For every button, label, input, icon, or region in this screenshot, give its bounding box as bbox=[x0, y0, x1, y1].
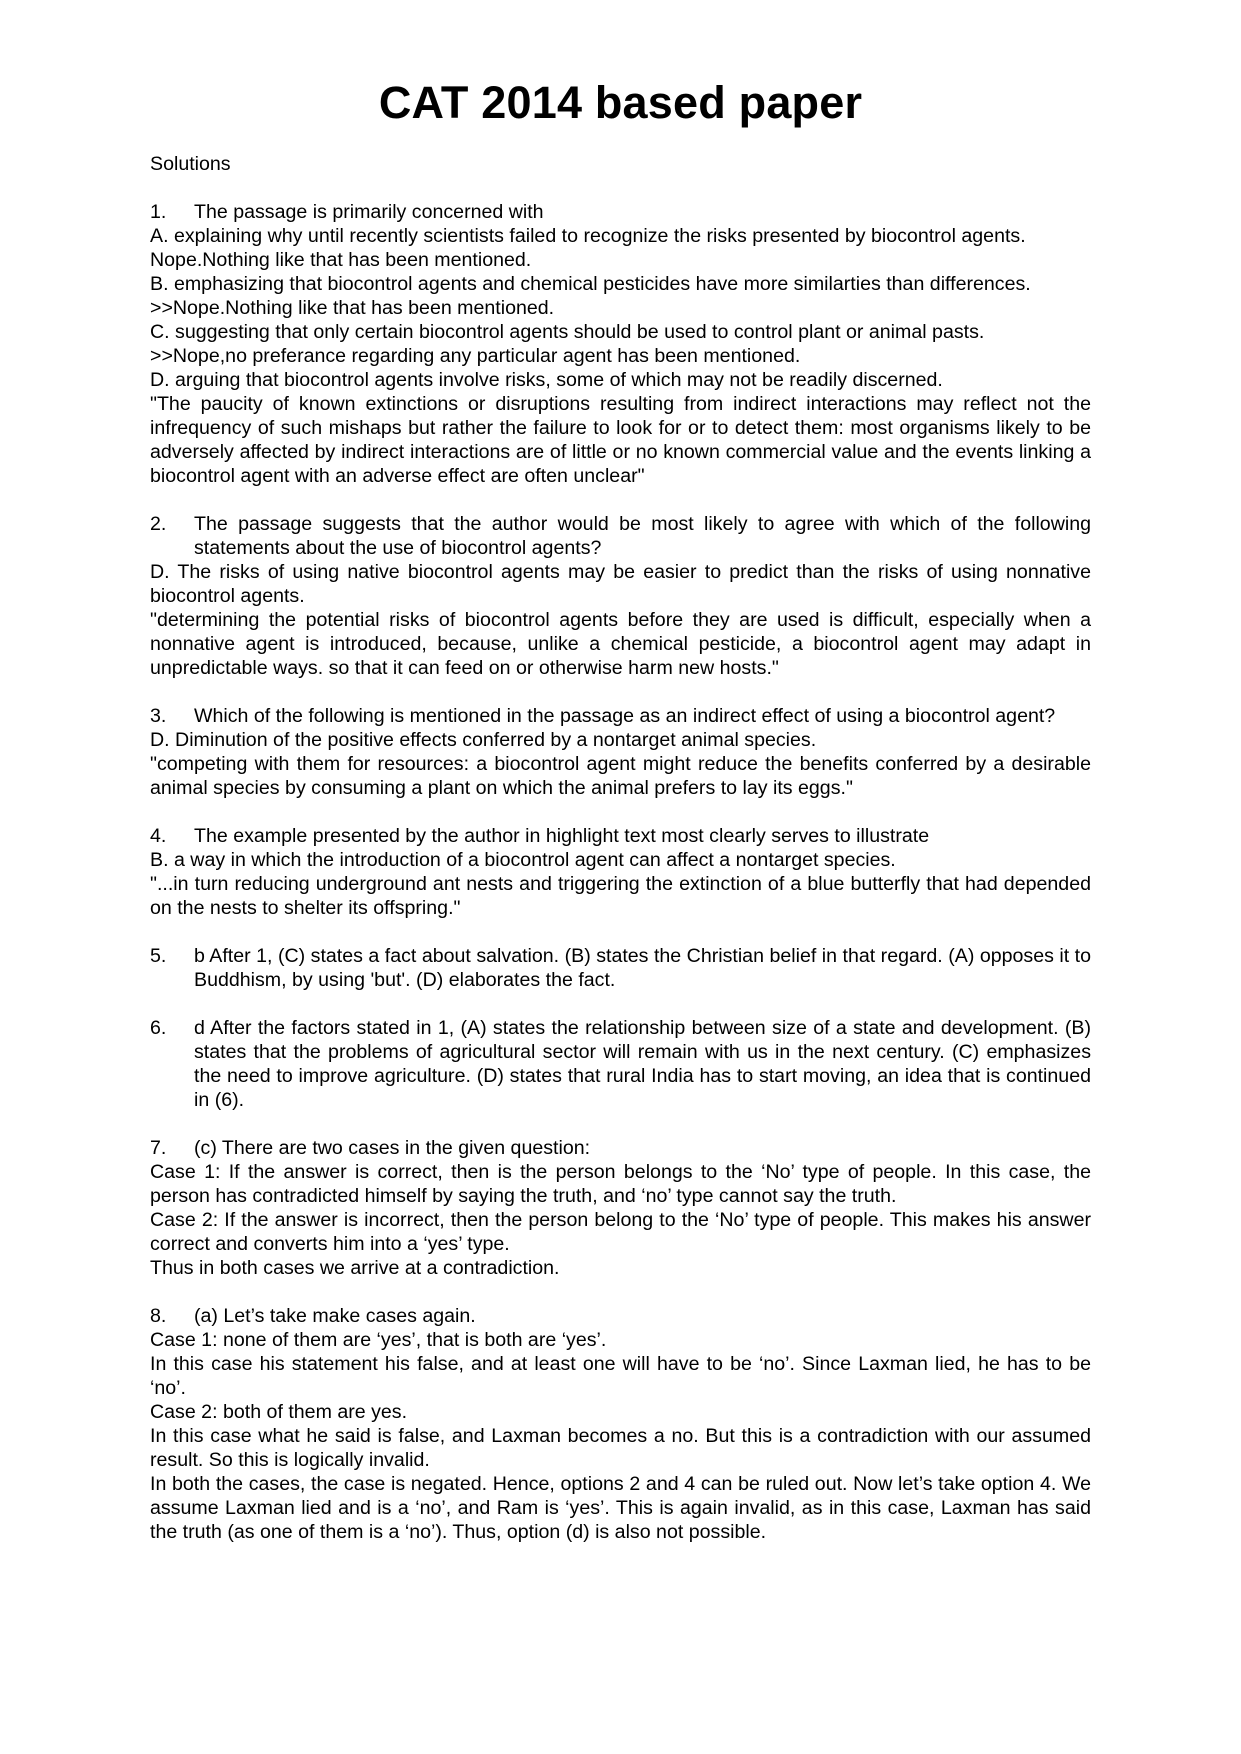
solution-number: 6. bbox=[150, 1017, 167, 1039]
solution-number: 1. bbox=[150, 201, 167, 223]
solution-line: >>Nope.Nothing like that has been mentioned. bbox=[150, 297, 555, 319]
solution-line: D. The risks of using native biocontrol agents may be easier to predict than the risks of using nonnative biocontrol agents. bbox=[150, 561, 1091, 607]
solution-number: 3. bbox=[150, 705, 167, 727]
solution-item bbox=[150, 1016, 1091, 1112]
solution-item bbox=[150, 1304, 1091, 1544]
solution-question-text: Which of the following is mentioned in the passage as an indirect effect of using a biocontrol agent? bbox=[194, 705, 1056, 727]
solution-question bbox=[150, 1016, 1091, 1112]
solution-line: In this case what he said is false, and Laxman becomes a no. But this is a contradiction with our assumed result. So this is logically invalid. bbox=[150, 1425, 1091, 1471]
solution-number: 2. bbox=[150, 513, 167, 535]
solution-question bbox=[150, 824, 1091, 848]
solution-line: >>Nope,no preferance regarding any particular agent has been mentioned. bbox=[150, 345, 801, 367]
solution-line: A. explaining why until recently scientists failed to recognize the risks presented by biocontrol agents. bbox=[150, 225, 1026, 247]
solution-line: In both the cases, the case is negated. Hence, options 2 and 4 can be ruled out. Now let’s take option 4. We assume Laxman lied and is a ‘no’, and Ram is ‘yes’. This is again invalid, as in this case, Laxman has said the truth (as one of them is a ‘no’). Thus, option (d) is also not possible. bbox=[150, 1473, 1091, 1543]
solution-line: Thus in both cases we arrive at a contradiction. bbox=[150, 1257, 560, 1279]
page-subtitle: Solutions bbox=[150, 153, 231, 175]
document-page bbox=[150, 0, 1091, 1568]
solution-line: "...in turn reducing underground ant nests and triggering the extinction of a blue butterfly that had depended on the nests to shelter its offspring." bbox=[150, 873, 1091, 919]
solution-question-text: The passage suggests that the author would be most likely to agree with which of the following statements about the use of biocontrol agents? bbox=[194, 513, 1091, 559]
solution-line: Case 1: If the answer is correct, then is the person belongs to the ‘No’ type of people. In this case, the person has contradicted himself by saying the truth, and ‘no’ type cannot say the truth. bbox=[150, 1161, 1091, 1207]
solution-question-text: (a) Let’s take make cases again. bbox=[194, 1305, 476, 1327]
page-title: CAT 2014 based paper bbox=[378, 77, 863, 128]
solution-item bbox=[150, 704, 1091, 800]
solution-question bbox=[150, 704, 1091, 728]
solution-line: "The paucity of known extinctions or disruptions resulting from indirect interactions may reflect not the infrequency of such mishaps but rather the failure to look for or to detect them: most organisms likely to be adversely affected by indirect interactions are of little or no known commercial value and the events linking a biocontrol agent with an adverse effect are often unclear" bbox=[150, 393, 1091, 487]
solution-line: D. arguing that biocontrol agents involve risks, some of which may not be readily discerned. bbox=[150, 369, 943, 391]
solution-line: Case 1: none of them are ‘yes’, that is both are ‘yes’. bbox=[150, 1329, 607, 1351]
solution-question bbox=[150, 1136, 1091, 1160]
solution-number: 8. bbox=[150, 1305, 167, 1327]
solution-question-text: d After the factors stated in 1, (A) states the relationship between size of a state and development. (B) states that the problems of agricultural sector will remain with us in the next century. (C) emphasizes the need to improve agriculture. (D) states that rural India has to start moving, an idea that is continued in (6). bbox=[194, 1017, 1091, 1111]
solution-question-text: The example presented by the author in highlight text most clearly serves to illustrate bbox=[194, 825, 930, 847]
solution-question bbox=[150, 200, 1091, 224]
solution-item bbox=[150, 200, 1091, 488]
solution-question bbox=[150, 944, 1091, 992]
solution-line: B. emphasizing that biocontrol agents and chemical pesticides have more similarties than differences. bbox=[150, 273, 1031, 295]
solution-line: "determining the potential risks of biocontrol agents before they are used is difficult, especially when a nonnative agent is introduced, because, unlike a chemical pesticide, a biocontrol agent may adapt in unpredictable ways. so that it can feed on or otherwise harm new hosts." bbox=[150, 609, 1091, 679]
solutions-list bbox=[150, 200, 1091, 1544]
solution-number: 7. bbox=[150, 1137, 167, 1159]
solution-question-text: b After 1, (C) states a fact about salvation. (B) states the Christian belief in that regard. (A) opposes it to Buddhism, by using 'but'. (D) elaborates the fact. bbox=[194, 945, 1091, 991]
solution-number: 4. bbox=[150, 825, 167, 847]
solution-line: Case 2: If the answer is incorrect, then the person belong to the ‘No’ type of people. This makes his answer correct and converts him into a ‘yes’ type. bbox=[150, 1209, 1091, 1255]
solution-question-text: (c) There are two cases in the given question: bbox=[194, 1137, 591, 1159]
solution-question bbox=[150, 1304, 1091, 1328]
solution-line: C. suggesting that only certain biocontrol agents should be used to control plant or animal pasts. bbox=[150, 321, 985, 343]
solution-question bbox=[150, 512, 1091, 560]
solution-line: Nope.Nothing like that has been mentioned. bbox=[150, 249, 532, 271]
solution-number: 5. bbox=[150, 945, 167, 967]
solution-question-text: The passage is primarily concerned with bbox=[194, 201, 544, 223]
solution-line: B. a way in which the introduction of a biocontrol agent can affect a nontarget species. bbox=[150, 849, 896, 871]
solution-item bbox=[150, 512, 1091, 680]
solution-item bbox=[150, 1136, 1091, 1280]
solution-line: In this case his statement his false, and at least one will have to be ‘no’. Since Laxman lied, he has to be ‘no’. bbox=[150, 1353, 1091, 1399]
solution-item bbox=[150, 944, 1091, 992]
solution-item bbox=[150, 824, 1091, 920]
solution-line: D. Diminution of the positive effects conferred by a nontarget animal species. bbox=[150, 729, 817, 751]
solution-line: "competing with them for resources: a biocontrol agent might reduce the benefits conferred by a desirable animal species by consuming a plant on which the animal prefers to lay its eggs." bbox=[150, 753, 1091, 799]
solution-line: Case 2: both of them are yes. bbox=[150, 1401, 408, 1423]
